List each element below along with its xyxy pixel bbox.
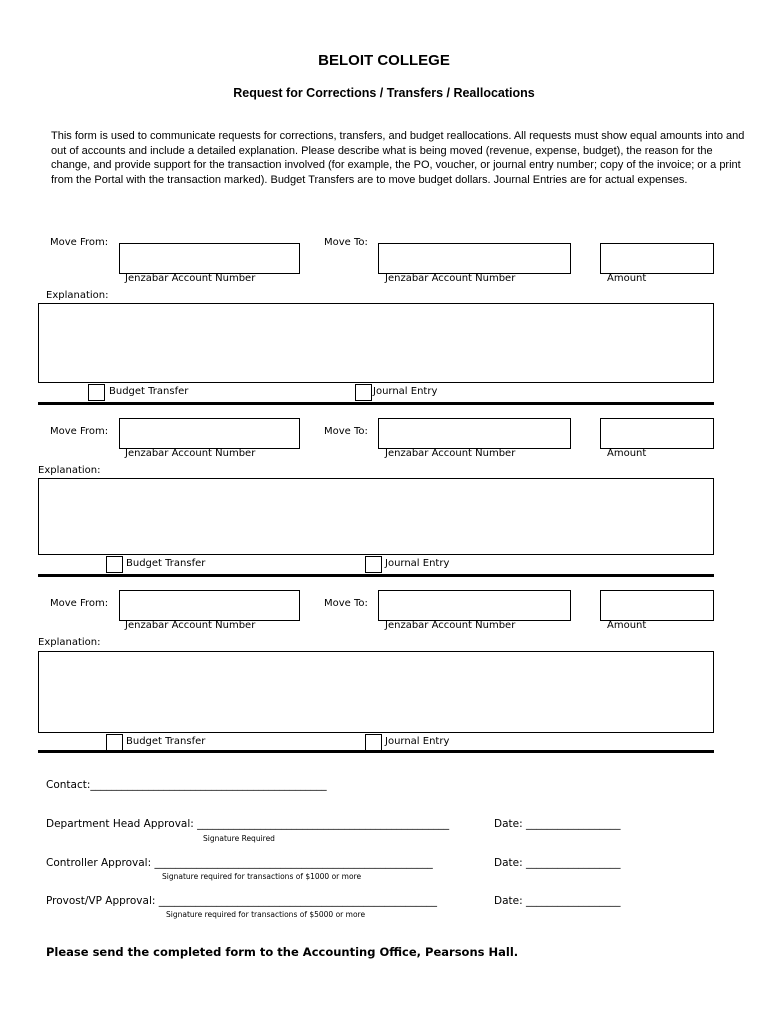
provost-approval-line[interactable]: Provost/VP Approval: _____________________________________________________ bbox=[46, 895, 437, 907]
amount-field[interactable] bbox=[600, 590, 714, 621]
footer-instruction: Please send the completed form to the Accounting Office, Pearsons Hall. bbox=[46, 945, 519, 959]
budget-transfer-checkbox[interactable] bbox=[106, 556, 123, 573]
provost-note: Signature required for transactions of $5000 or more bbox=[166, 910, 366, 919]
move-to-account-caption: Jenzabar Account Number bbox=[385, 273, 516, 284]
explanation-field[interactable] bbox=[38, 303, 714, 383]
budget-transfer-label: Budget Transfer bbox=[126, 736, 206, 747]
form-subtitle: Request for Corrections / Transfers / Reallocations bbox=[233, 86, 535, 100]
journal-entry-label: Journal Entry bbox=[373, 386, 438, 397]
amount-caption: Amount bbox=[607, 273, 647, 284]
section-divider bbox=[38, 750, 714, 753]
budget-transfer-label: Budget Transfer bbox=[126, 558, 206, 569]
journal-entry-label: Journal Entry bbox=[385, 558, 450, 569]
amount-field[interactable] bbox=[600, 243, 714, 274]
journal-entry-label: Journal Entry bbox=[385, 736, 450, 747]
journal-entry-checkbox[interactable] bbox=[365, 734, 382, 751]
move-from-account-caption: Jenzabar Account Number bbox=[125, 620, 256, 631]
move-to-account-caption: Jenzabar Account Number bbox=[385, 448, 516, 459]
move-from-label: Move From: bbox=[50, 426, 109, 437]
move-from-label: Move From: bbox=[50, 237, 109, 248]
budget-transfer-label: Budget Transfer bbox=[109, 386, 189, 397]
explanation-label: Explanation: bbox=[46, 290, 109, 301]
journal-entry-checkbox[interactable] bbox=[365, 556, 382, 573]
move-from-account-field[interactable] bbox=[119, 590, 300, 621]
controller-note: Signature required for transactions of $1000 or more bbox=[162, 872, 362, 881]
department-head-date-line[interactable]: Date: __________________ bbox=[494, 818, 621, 830]
department-head-approval-line[interactable]: Department Head Approval: ________________________________________________ bbox=[46, 818, 450, 830]
controller-date-line[interactable]: Date: __________________ bbox=[494, 857, 621, 869]
explanation-field[interactable] bbox=[38, 478, 714, 555]
move-to-label: Move To: bbox=[324, 598, 368, 609]
provost-date-line[interactable]: Date: __________________ bbox=[494, 895, 621, 907]
contact-line[interactable]: Contact:_____________________________________________ bbox=[46, 779, 327, 791]
budget-transfer-checkbox[interactable] bbox=[88, 384, 105, 401]
section-divider bbox=[38, 574, 714, 577]
move-from-account-caption: Jenzabar Account Number bbox=[125, 448, 256, 459]
move-to-label: Move To: bbox=[324, 426, 368, 437]
explanation-label: Explanation: bbox=[38, 637, 101, 648]
move-to-label: Move To: bbox=[324, 237, 368, 248]
move-from-account-field[interactable] bbox=[119, 243, 300, 274]
amount-caption: Amount bbox=[607, 448, 647, 459]
budget-transfer-checkbox[interactable] bbox=[106, 734, 123, 751]
department-head-note: Signature Required bbox=[203, 834, 275, 843]
move-from-account-field[interactable] bbox=[119, 418, 300, 449]
move-to-account-field[interactable] bbox=[378, 590, 571, 621]
college-title: BELOIT COLLEGE bbox=[318, 52, 450, 69]
intro-paragraph: This form is used to communicate requests for corrections, transfers, and budget reallocations. All requests must show equal amounts into and out of accounts and include a detailed explanation. Please describe what is being moved (revenue, expense, budget), the reason for the change, and provide support for the transaction involved (for example, the PO, voucher, or journal entry number; copy of the invoice; or a print from the Portal with the transaction marked). Budget Transfers are to move budget dollars. Journal Entries are for actual expenses. bbox=[51, 130, 745, 186]
section-divider bbox=[38, 402, 714, 405]
explanation-label: Explanation: bbox=[38, 465, 101, 476]
move-to-account-field[interactable] bbox=[378, 243, 571, 274]
move-from-label: Move From: bbox=[50, 598, 109, 609]
controller-approval-line[interactable]: Controller Approval: _____________________________________________________ bbox=[46, 857, 433, 869]
journal-entry-checkbox[interactable] bbox=[355, 384, 372, 401]
amount-caption: Amount bbox=[607, 620, 647, 631]
amount-field[interactable] bbox=[600, 418, 714, 449]
move-to-account-field[interactable] bbox=[378, 418, 571, 449]
move-from-account-caption: Jenzabar Account Number bbox=[125, 273, 256, 284]
move-to-account-caption: Jenzabar Account Number bbox=[385, 620, 516, 631]
explanation-field[interactable] bbox=[38, 651, 714, 733]
